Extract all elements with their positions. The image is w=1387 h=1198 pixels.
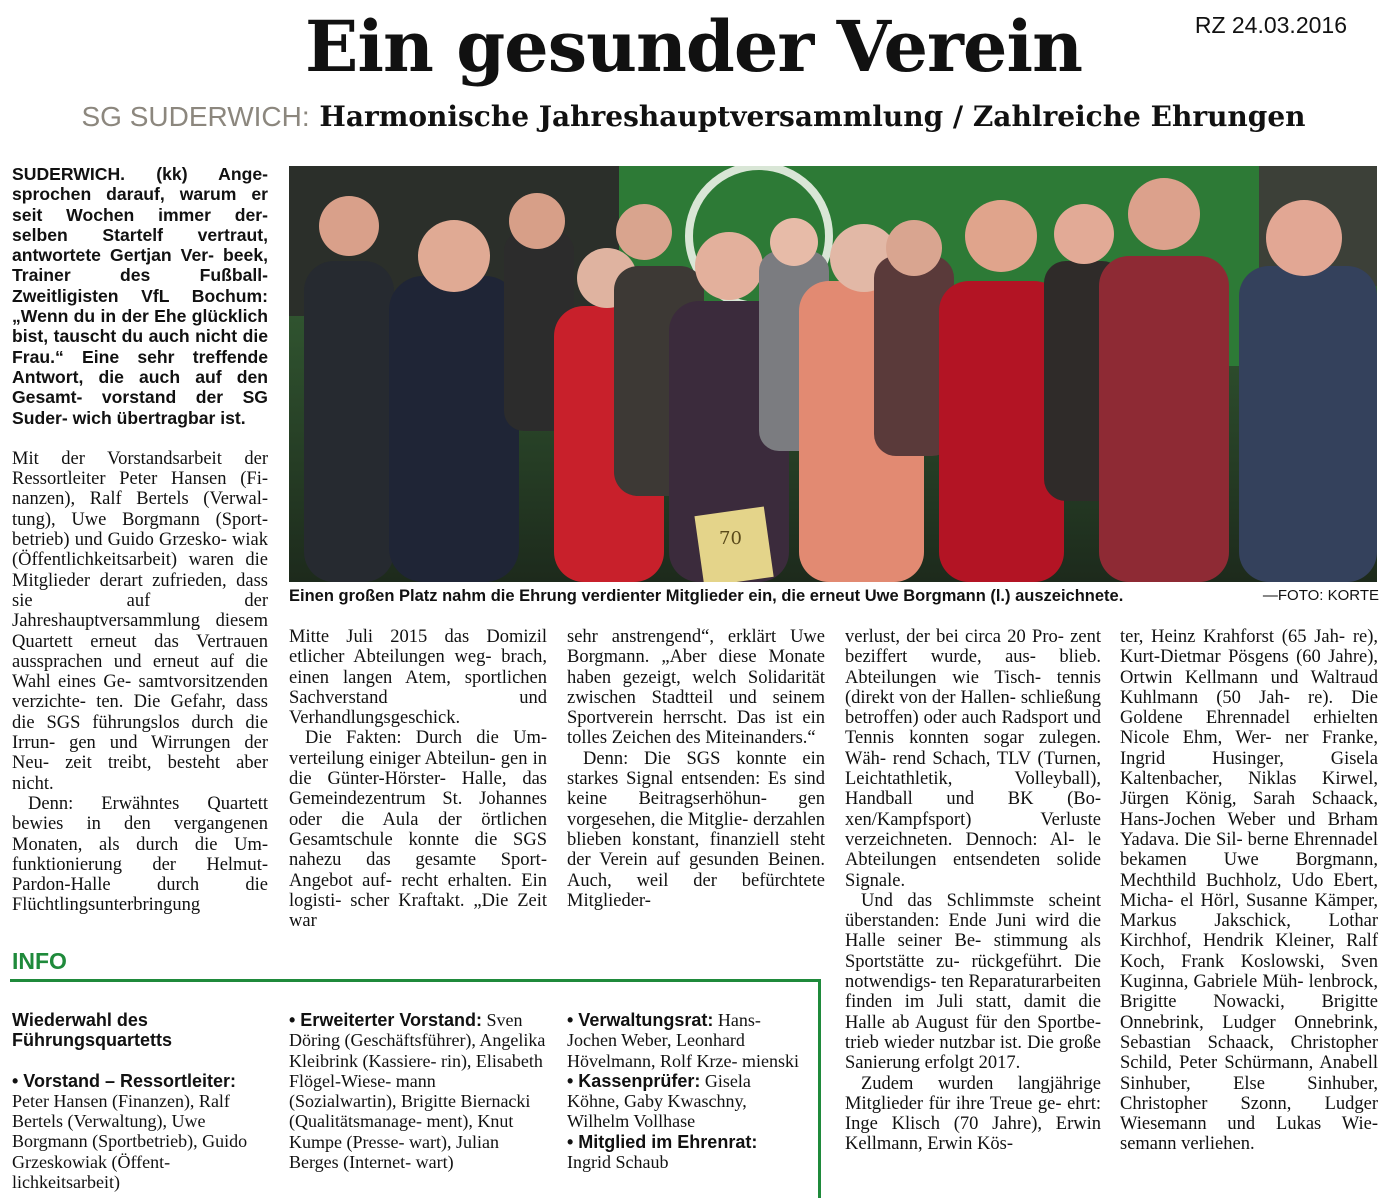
source-date: RZ 24.03.2016	[1194, 12, 1347, 38]
photo-caption-row	[289, 587, 1379, 606]
headline: Ein gesunder Verein	[305, 5, 1082, 88]
info-label: • Erweiterter Vorstand:	[289, 1010, 483, 1030]
body-paragraph: Die Fakten: Durch die Um- verteilung einiger Abteilun- gen in die Günter-Hörster- Halle, das Gemeindezentrum St. Johannes oder die Aula der örtlichen Gesamtschule konnte die SGS nahezu das gesamte Sport-Angebot auf- recht erhalten. Ein logisti- scher Kraftakt. „Die Zeit war	[289, 728, 547, 932]
body-paragraph: Denn: Erwähntes Quartett bewies in den vergangenen Monaten, als durch die Um- funktionierung der Helmut- Pardon-Halle durch die Flüchtlingsunterbringung	[12, 793, 268, 916]
article-column-2	[289, 627, 547, 931]
body-paragraph: Zudem wurden langjährige Mitglieder für ihre Treue ge- ehrt: Inge Klisch (70 Jahre), Erwin Kellmann, Erwin Kös-	[845, 1073, 1101, 1155]
info-divider-vertical	[818, 979, 821, 1198]
info-divider	[10, 979, 820, 982]
body-paragraph: Und das Schlimmste scheint überstanden: Ende Juni wird die Halle seiner Be- stimmung als Sportstätte zu- rückgeführt. Die notwendigs- ten Reparaturarbeiten finden im Juli statt, damit die Halle ab August für den Sportbe- trieb wieder nutzbar ist. Die große Sanierung erfolgt 2017.	[845, 890, 1101, 1074]
info-column-2	[289, 1010, 547, 1172]
photo-credit: —FOTO: KORTE	[1262, 587, 1379, 604]
info-label: • Mitglied im Ehrenrat:	[567, 1131, 758, 1152]
body-paragraph: Mit der Vorstandsarbeit der Ressortleiter Peter Hansen (Fi- nanzen), Ralf Bertels (Verwal- tung), Uwe Borgmann (Sport- betrieb) und Guido Grzesko- wiak (Öffentlichkeitsarbeit) waren die Mitglieder derart zufrieden, dass sie auf der Jahreshauptversammlung diesem Quartett erneut das Vertrauen aussprachen und erneut auf die Wahl eines Ge- samtvorsitzenden verzichte- ten. Die Gefahr, dass die SGS führungslos durch die Irrun- gen und Wirrungen der Neu- zeit treibt, besteht aber nicht.	[12, 448, 268, 794]
body-paragraph: sehr anstrengend“, erklärt Uwe Borgmann. „Aber diese Monate haben gezeigt, welch Solidarität zwischen Stadtteil und seinem Sportverein herrscht. Das ist ein tolles Zeichen des Miteinanders.“	[567, 627, 825, 749]
body-paragraph: Mitte Juli 2015 das Domizil etlicher Abteilungen weg- brach, einen langen Atem, sportlichen Sachverstand und Verhandlungsgeschick.	[289, 627, 547, 729]
info-title: INFO	[12, 948, 67, 974]
article-column-4	[845, 627, 1101, 1155]
certificate-number: 70	[719, 528, 742, 549]
info-box-heading: Wiederwahl des Führungsquartetts	[12, 1010, 172, 1051]
photo-caption: Einen großen Platz nahm die Ehrung verdienter Mitglieder ein, die erneut Uwe Borgmann (l.) auszeichnete.	[289, 587, 1124, 605]
article-column-5	[1120, 627, 1378, 1155]
info-text: Hans- Jochen Weber, Leonhard Hövelmann, Rolf Krze- mienski	[567, 1010, 799, 1071]
info-label: • Vorstand – Ressortleiter:	[12, 1070, 237, 1091]
info-column-3	[567, 1010, 805, 1172]
body-paragraph: ter, Heinz Krahforst (65 Jah- re), Kurt-Dietmar Pösgens (60 Jahre), Ortwin Kellmann und Waltraud Kuhlmann (50 Jah- re). Die Goldene Ehrennadel erhielten Nicole Ehm, Wer- ner Franke, Ingrid Husinger, Gisela Kaltenbacher, Niklas Kirwel, Jürgen König, Sarah Schaack, Hans-Jochen Weber und Brham Yadava. Die Sil- berne Ehrennadel bekamen Uwe Borgmann, Mechthild Buchholz, Udo Ebert, Micha- el Hörl, Susanne Kämper, Markus Jakschick, Lothar Kirchhof, Hendrik Kleiner, Ralf Koch, Frank Koslowski, Sven Kuginna, Gabriele Müh- lenbrock, Brigitte Nowacki, Brigitte Onnebrink, Ludger Onnebrink, Sebastian Schaack, Christopher Schild, Peter Schürmann, Anabell Sinhuber, Else Sinhuber, Christopher Szonn, Ludger Wiesemann und Lukas Wie- semann verliehen.	[1120, 627, 1378, 1155]
article-column-3	[567, 627, 825, 911]
body-paragraph: Denn: Die SGS konnte ein starkes Signal entsenden: Es sind keine Beitragserhöhun- gen vorgesehen, die Mitglie- derzahlen blieben konstant, finanziell steht der Verein auf gesunden Beinen. Auch, weil der befürchtete Mitglieder-	[567, 748, 825, 911]
article-column-1	[12, 164, 268, 916]
group-photo-illustration	[289, 166, 1377, 582]
info-text: Ingrid Schaub	[567, 1152, 669, 1173]
info-label: • Verwaltungsrat:	[567, 1010, 714, 1030]
body-paragraph: verlust, der bei circa 20 Pro- zent beziffert wurde, aus- blieb. Abteilungen wie Tisch- tennis (direkt von der Hallen- schließung betroffen) oder auch Radsport und Tennis konnten sogar zulegen. Wäh- rend Schach, TLV (Turnen, Leichtathletik, Volleyball), Handball und BK (Bo- xen/Kampfsport) Verluste verzeichneten. Dennoch: Al- le Abteilungen entsendeten solide Signale.	[845, 627, 1101, 891]
info-column-1	[12, 1010, 268, 1192]
subheadline-text: Harmonische Jahreshauptversammlung / Zahlreiche Ehrungen	[319, 100, 1306, 133]
info-text: Gisela Köhne, Gaby Kwaschny, Wilhelm Vollhase	[567, 1070, 751, 1132]
subheadline	[0, 100, 1387, 133]
kicker: SG SUDERWICH:	[81, 101, 310, 132]
lead-paragraph: SUDERWICH. (kk) Ange- sprochen darauf, warum er seit Wochen immer der- selben Startelf vertraut, antwortete Gertjan Ver- beek, Trainer des Fußball- Zweitligisten VfL Bochum: „Wenn du in der Ehe glücklich bist, tauscht du auch nicht die Frau.“ Eine sehr treffende Antwort, die auch auf den Gesamt- vorstand der SG Suder- wich übertragbar ist.	[12, 164, 268, 428]
info-label: • Kassenprüfer:	[567, 1070, 701, 1091]
group-photo	[289, 166, 1377, 582]
info-text: Sven Döring (Geschäftsführer), Angelika Kleibrink (Kassiere- rin), Elisabeth Flögel-Wiese- mann (Sozialwartin), Brigitte Biernacki (Qualitätsmanage- ment), Knut Kumpe (Presse- wart), Julian Berges (Internet- wart)	[289, 1010, 546, 1173]
info-text: Peter Hansen (Finanzen), Ralf Bertels (Verwaltung), Uwe Borgmann (Sportbetrieb), Guido Grzeskowiak (Öffent- lichkeitsarbeit)	[12, 1090, 248, 1193]
